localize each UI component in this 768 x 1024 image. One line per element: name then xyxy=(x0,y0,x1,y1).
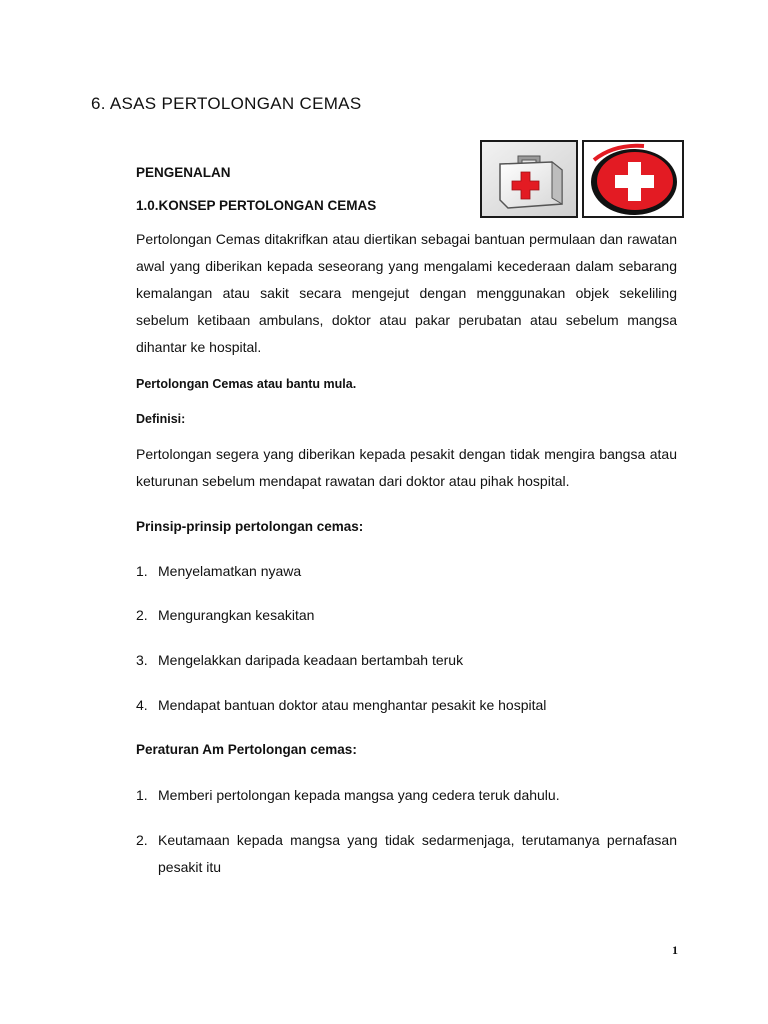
definition-paragraph: Pertolongan segera yang diberikan kepada pesakit dengan tidak mengira bangsa atau keturunan sebelum mendapat rawatan dari doktor atau pihak hospital. xyxy=(136,446,677,489)
list-item xyxy=(136,558,677,585)
list-text: Mengurangkan kesakitan xyxy=(158,607,315,623)
list-item xyxy=(136,692,677,719)
red-cross-image xyxy=(582,140,684,218)
list-text: Mendapat bantuan doktor atau menghantar pesakit ke hospital xyxy=(158,697,547,713)
list-item xyxy=(136,827,677,881)
alt-name-heading: Pertolongan Cemas atau bantu mula. xyxy=(136,377,357,391)
list-number: 4. xyxy=(136,697,148,713)
list-text: Memberi pertolongan kepada mangsa yang cedera teruk dahulu. xyxy=(158,787,560,803)
first-aid-kit-icon xyxy=(482,142,576,216)
list-number: 1. xyxy=(136,563,148,579)
page-number: 1 xyxy=(672,943,678,957)
definition-heading: Definisi: xyxy=(136,412,186,426)
page-title: 6. ASAS PERTOLONGAN CEMAS xyxy=(91,94,362,113)
concept-heading: 1.0.KONSEP PERTOLONGAN CEMAS xyxy=(136,198,377,213)
list-item xyxy=(136,602,677,629)
list-text: Menyelamatkan nyawa xyxy=(158,563,302,579)
intro-paragraph: Pertolongan Cemas ditakrifkan atau diertikan sebagai bantuan permulaan dan rawatan awal yang diberikan kepada seseorang yang mengalami kecederaan dalam sebarang kemalangan atau sakit secara mengejut dengan menggunakan objek sekeliling sebelum ketibaan ambulans, doktor atau pakar perubatan atau sebelum mangsa dihantar ke hospital. xyxy=(136,231,677,355)
list-item xyxy=(136,782,677,809)
first-aid-kit-image xyxy=(480,140,578,218)
list-number: 3. xyxy=(136,652,148,668)
rules-heading: Peraturan Am Pertolongan cemas: xyxy=(136,742,357,757)
list-item xyxy=(136,647,677,674)
red-cross-emblem-icon xyxy=(584,142,682,216)
principles-heading: Prinsip-prinsip pertolongan cemas: xyxy=(136,519,364,534)
list-number: 1. xyxy=(136,787,148,803)
list-text: Mengelakkan daripada keadaan bertambah teruk xyxy=(158,652,464,668)
intro-heading: PENGENALAN xyxy=(136,165,231,180)
list-number: 2. xyxy=(136,607,148,623)
list-number: 2. xyxy=(136,832,148,848)
list-text: Keutamaan kepada mangsa yang tidak sedarmenjaga, terutamanya pernafasan pesakit itu xyxy=(158,832,677,875)
